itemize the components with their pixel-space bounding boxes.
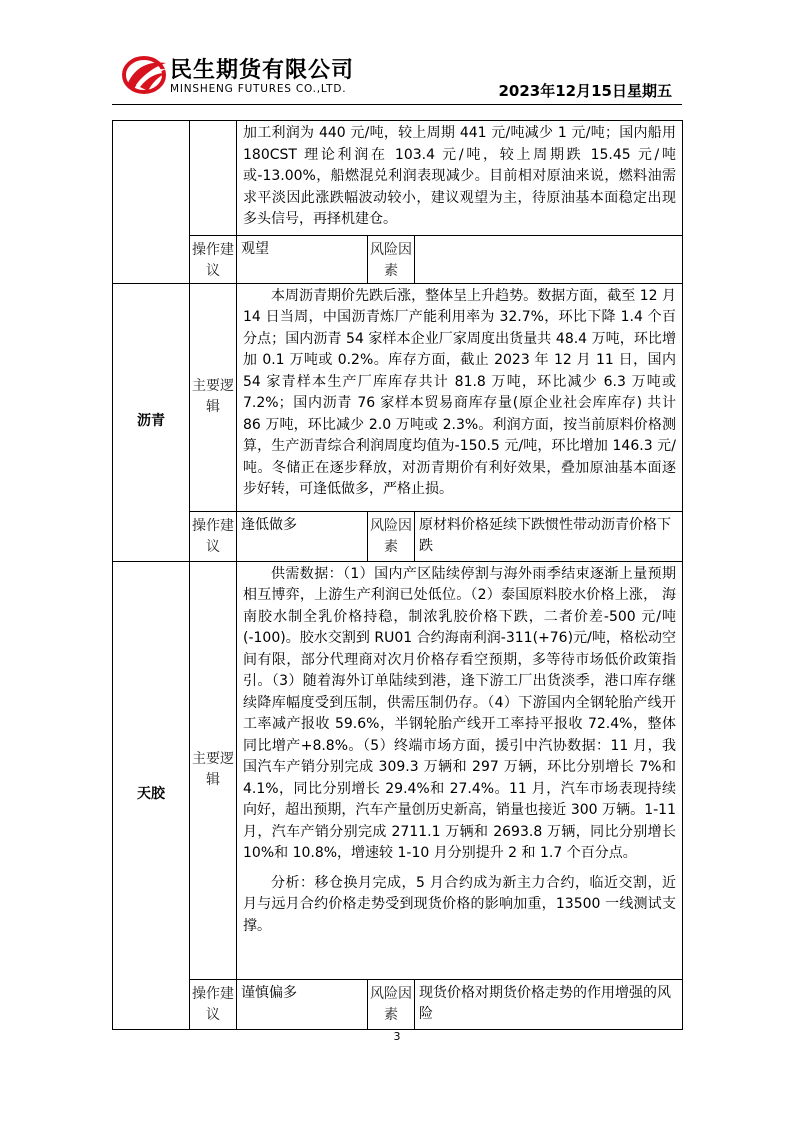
risk-label: 风险因素 bbox=[368, 235, 415, 283]
op-label: 操作建议 bbox=[190, 511, 237, 561]
asphalt-op-value: 逢低做多 bbox=[237, 511, 368, 561]
rubber-logic-text bbox=[237, 561, 683, 979]
company-name-en: MINSHENG FUTURES CO.,LTD. bbox=[170, 83, 347, 95]
fuel-op-value: 观望 bbox=[237, 235, 368, 283]
rubber-logic-paragraph-1: 供需数据：（1）国内产区陆续停割与海外雨季结束逐渐上量预期相互博弈，上游生产利润已处低位。（2）泰国原料胶水价格上涨， 海南胶水制全乳价格持稳，制浓乳胶价格下跌，二者价差-500 元/吨(-100)。胶水交割到 RU01 合约海南利润-311(+76)元/吨，格松动空间有限，部分代理商对次月价格存看空预期，多等待市场低价政策指引。（3）随着海外订单陆续到港，逢下游工厂出货淡季，港口库存继续降库幅度受到压制，供需压制仍存。（4）下游国内全钢轮胎产线开工率减产报收 59.6%，半钢轮胎产线开工率持平报收 72.4%，整体同比增产+8.8%。（5）终端市场方面，援引中汽协数据：11 月，我国汽车产销分别完成 309.3 万辆和 297 万辆，环比分别增长 7%和 4.1%，同比分别增长 29.4%和 27.4%。11 月，汽车市场表现持续向好，超出预期，汽车产量创历史新高，销量也接近 300 万辆。1-11 月，汽车产销分别完成 2711.1 万辆和 2693.8 万辆，同比分别增长 10%和 10.8%，增速较 1-10 月分别提升 2 和 1.7 个百分点。 bbox=[243, 565, 676, 861]
fuel-logic-row bbox=[113, 121, 683, 236]
asphalt-risk-value: 原材料价格延续下跌惯性带动沥青价格下跌 bbox=[415, 511, 683, 561]
risk-label: 风险因素 bbox=[368, 511, 415, 561]
report-date: 2023年12月15日星期五 bbox=[498, 82, 672, 100]
page-number: 3 bbox=[393, 1030, 401, 1043]
op-label: 操作建议 bbox=[190, 979, 237, 1029]
asphalt-op-row bbox=[113, 511, 683, 561]
logic-label: 主要逻辑 bbox=[190, 561, 237, 979]
rubber-risk-value: 现货价格对期货价格走势的作用增强的风险 bbox=[415, 979, 683, 1029]
rubber-category: 天胶 bbox=[113, 561, 190, 1029]
rubber-op-row bbox=[113, 979, 683, 1029]
commodity-table bbox=[112, 120, 683, 1030]
asphalt-logic-text: 本周沥青期价先跌后涨，整体呈上升趋势。数据方面，截至 12 月 14 日当周，中国沥青炼厂产能利用率为 32.7%，环比下降 1.4 个百分点；国内沥青 54 家样本企业厂家周度出货量共 48.4 万吨，环比增加 0.1 万吨或 0.2%。库存方面，截止 2023 年 12 月 11 日，国内 54 家青样本生产厂库库存共计 81.8 万吨，环比减少 6.3 万吨或 7.2%；国内沥青 76 家样本贸易商库存量(原企业社会库库存) 共计 86 万吨，环比减少 2.0 万吨或 2.3%。利润方面，按当前原料价格测算，生产沥青综合利润周度均值为-150.5 元/吨，环比增加 146.3 元/吨。冬储正在逐步释放，对沥青期价有利好效果，叠加原油基本面逐步好转，可逢低做多，严格止损。 bbox=[237, 283, 683, 511]
asphalt-logic-row bbox=[113, 283, 683, 511]
fuel-risk-value bbox=[415, 235, 683, 283]
rubber-logic-row bbox=[113, 561, 683, 979]
page-header bbox=[0, 0, 794, 112]
risk-label: 风险因素 bbox=[368, 979, 415, 1029]
minsheng-logo-icon bbox=[122, 55, 168, 95]
op-label: 操作建议 bbox=[190, 235, 237, 283]
rubber-logic-paragraph-2: 分析：移仓换月完成，5 月合约成为新主力合约，临近交割，近月与远月合约价格走势受到现货价格的影响加重，13500 一线测试支撑。 bbox=[243, 874, 676, 934]
logic-label: 主要逻辑 bbox=[190, 283, 237, 511]
company-logo bbox=[122, 53, 362, 103]
company-name-cn: 民生期货有限公司 bbox=[170, 58, 355, 83]
fuel-category-cell bbox=[113, 121, 190, 284]
fuel-logic-text: 加工利润为 440 元/吨，较上周期 441 元/吨减少 1 元/吨；国内船用 180CST 理论利润在 103.4 元/吨，较上周期跌 15.45 元/吨或-13.00%，船燃混兑利润表现减少。目前相对原油来说，燃料油需求平淡因此涨跌幅波动较小，建议观望为主，待原油基本面稳定出现多头信号，再择机建仓。 bbox=[237, 121, 683, 236]
header-rule bbox=[112, 104, 682, 105]
asphalt-category: 沥青 bbox=[113, 283, 190, 561]
fuel-logic-label-cell bbox=[190, 121, 237, 236]
fuel-op-row bbox=[113, 235, 683, 283]
rubber-op-value: 谨慎偏多 bbox=[237, 979, 368, 1029]
